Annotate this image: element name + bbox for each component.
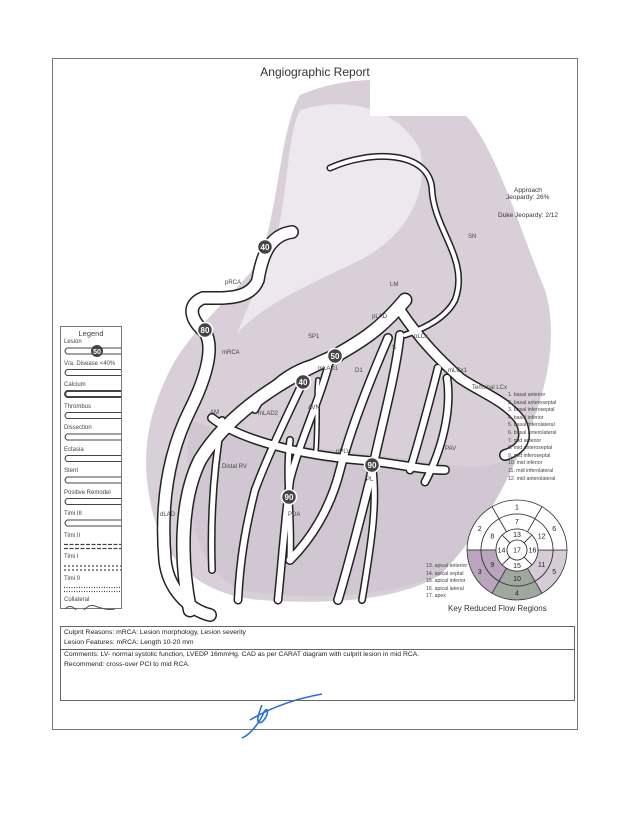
approach-jeopardy: Jeopardy: 26% xyxy=(506,194,550,201)
segment-list-item: 5. basal inferolateral xyxy=(508,422,555,429)
vessel-label-sn: SN xyxy=(468,234,477,240)
vessel-label-terminal-lcx: Terminal LCx xyxy=(472,385,508,391)
legend-item-label: Timi I xyxy=(64,554,79,560)
legend-sample xyxy=(65,477,121,483)
legend-item-label: Ectasia xyxy=(64,446,84,453)
vessel-label-pda: PDA xyxy=(288,512,301,518)
legend-item-label: Timi 0 xyxy=(64,575,81,582)
segment-list-item: 15. apical inferior xyxy=(426,578,466,585)
segment-number: 5 xyxy=(552,569,557,576)
lesion-value: 90 xyxy=(284,493,294,502)
legend-item-label: Calcium xyxy=(64,382,86,388)
segment-number: 16 xyxy=(528,547,537,555)
segment-list-item: 4. basal inferior xyxy=(508,414,544,421)
vessel-label-pplv: pPLV xyxy=(336,449,351,455)
vessel-label-pl: PL xyxy=(366,477,374,483)
legend-sample xyxy=(65,413,121,419)
vessel-label-d1: D1 xyxy=(355,368,363,374)
segment-number: 10 xyxy=(513,576,521,583)
lesion-features: Lesion Features: mRCA: Length 10-20 mm xyxy=(64,639,194,646)
segment-list-item: 6. basal anterolateral xyxy=(508,429,557,436)
segment-number: 1 xyxy=(515,504,519,512)
legend-lesion-value: 50 xyxy=(93,349,101,356)
segment-list-item: 9. mid inferoseptal xyxy=(508,452,551,459)
vessel-label-mrca: mRCA xyxy=(222,350,240,356)
vessel-label-distal-rv: Distal RV xyxy=(222,464,247,470)
vessel-label-prca: pRCA xyxy=(225,280,242,286)
vessel-label-mlad1: mLAD1 xyxy=(318,366,339,372)
lesion-value: 90 xyxy=(367,461,377,470)
segment-list-item: 3. basal inferoseptal xyxy=(508,407,555,414)
segment-number: 8 xyxy=(490,533,495,541)
legend-sample xyxy=(65,520,121,526)
comments: Comments: LV- normal systolic function, LVEDP 16mmHg. CAD as per CARAT diagram with culprit lesion in mid RCA. xyxy=(64,651,420,658)
segment-list-item: 16. apical lateral xyxy=(426,585,464,592)
segment-number: 6 xyxy=(552,526,557,533)
segment-number: 9 xyxy=(490,561,495,569)
culprit-reasons: Culprit Reasons: mRCA: Lesion morphology, Lesion severity xyxy=(64,629,246,636)
vessel-label-avn: AVN xyxy=(308,405,320,411)
vessel-label-mlcx1: mLCx1 xyxy=(448,368,468,374)
segment-number: 12 xyxy=(537,533,546,541)
legend-sample xyxy=(65,499,121,505)
recommendation: Recommend: cross-over PCI to mid RCA. xyxy=(64,661,190,668)
legend-sample xyxy=(65,434,121,440)
vessel-label-dlad: dLAD xyxy=(160,512,176,518)
legend-item-label: Thrombus xyxy=(64,403,92,410)
lesion-value: 40 xyxy=(298,378,308,387)
vessel-label-mlad2: mLAD2 xyxy=(258,411,279,417)
segment-number: 7 xyxy=(515,519,519,526)
segment-number: 11 xyxy=(538,561,546,569)
segment-list-item: 2. basal anteroseptal xyxy=(508,399,557,406)
legend-sample xyxy=(65,391,121,397)
segment-list-item: 12. mid anterolateral xyxy=(508,475,556,482)
legend-item-label: Stent xyxy=(64,468,79,474)
lesion-value: 80 xyxy=(200,326,210,335)
segment-list xyxy=(508,392,556,483)
legend xyxy=(60,326,122,609)
segment-list-item: 1. basal anterior xyxy=(508,392,546,398)
lesion-value: 50 xyxy=(330,352,340,361)
segment-list-item: 13. apical anterior xyxy=(426,563,468,569)
legend-item-label: V/a. Disease <40% xyxy=(64,360,116,367)
report-title: Angiographic Report xyxy=(260,65,370,79)
segment-number: 17 xyxy=(513,547,521,555)
vessel-label-s: S xyxy=(392,345,397,351)
legend-item-label: Timi II xyxy=(64,532,81,539)
segment-list-item: 10. mid inferior xyxy=(508,460,543,467)
legend-item-label: Timi III xyxy=(64,511,82,517)
legend-title: Legend xyxy=(78,329,104,338)
segment-list-item: 11. mid inferolateral xyxy=(508,467,554,474)
apical-segment-list xyxy=(426,563,467,601)
vessel-label-lm: LM xyxy=(390,282,399,288)
duke-jeopardy: Duke Jeopardy: 2/12 xyxy=(498,212,558,219)
lesion-value: 40 xyxy=(260,243,270,252)
vessel-label-pav: PAV xyxy=(445,446,457,452)
segment-number: 3 xyxy=(477,569,482,576)
legend-item-label: Lesion xyxy=(64,339,82,345)
legend-item-label: Dissection xyxy=(64,425,92,431)
vessel-label-am: AM xyxy=(210,410,219,416)
legend-sample xyxy=(65,456,121,462)
vessel xyxy=(316,380,318,450)
segment-number: 14 xyxy=(497,547,506,555)
vessel-label-plad: pLAD xyxy=(372,314,388,320)
approach-label: Approach xyxy=(514,187,542,194)
segment-number: 15 xyxy=(513,563,521,570)
vessel-label-plcx: pLCx xyxy=(414,334,429,340)
legend-sample xyxy=(65,605,115,610)
segment-number: 13 xyxy=(513,532,521,539)
segment-list-item: 7. mid anterior xyxy=(508,437,542,444)
legend-item-label: Collateral xyxy=(64,597,90,603)
culprit-box xyxy=(60,626,575,650)
legend-sample xyxy=(65,370,121,376)
legend-item-label: Positive Remodel xyxy=(64,489,111,496)
segment-list-item: 17. apex xyxy=(426,593,446,600)
segment-list-item: 8. mid anteroseptal xyxy=(508,445,553,452)
segment-number: 4 xyxy=(515,590,519,598)
segment-number: 2 xyxy=(477,526,482,533)
redaction-block xyxy=(370,78,480,116)
comments-box xyxy=(60,649,575,701)
vessel-label-sp1: SP1 xyxy=(308,334,320,340)
key-reduced-flow-title: Key Reduced Flow Regions xyxy=(448,604,547,613)
segment-list-item: 14. apical septal xyxy=(426,570,464,577)
